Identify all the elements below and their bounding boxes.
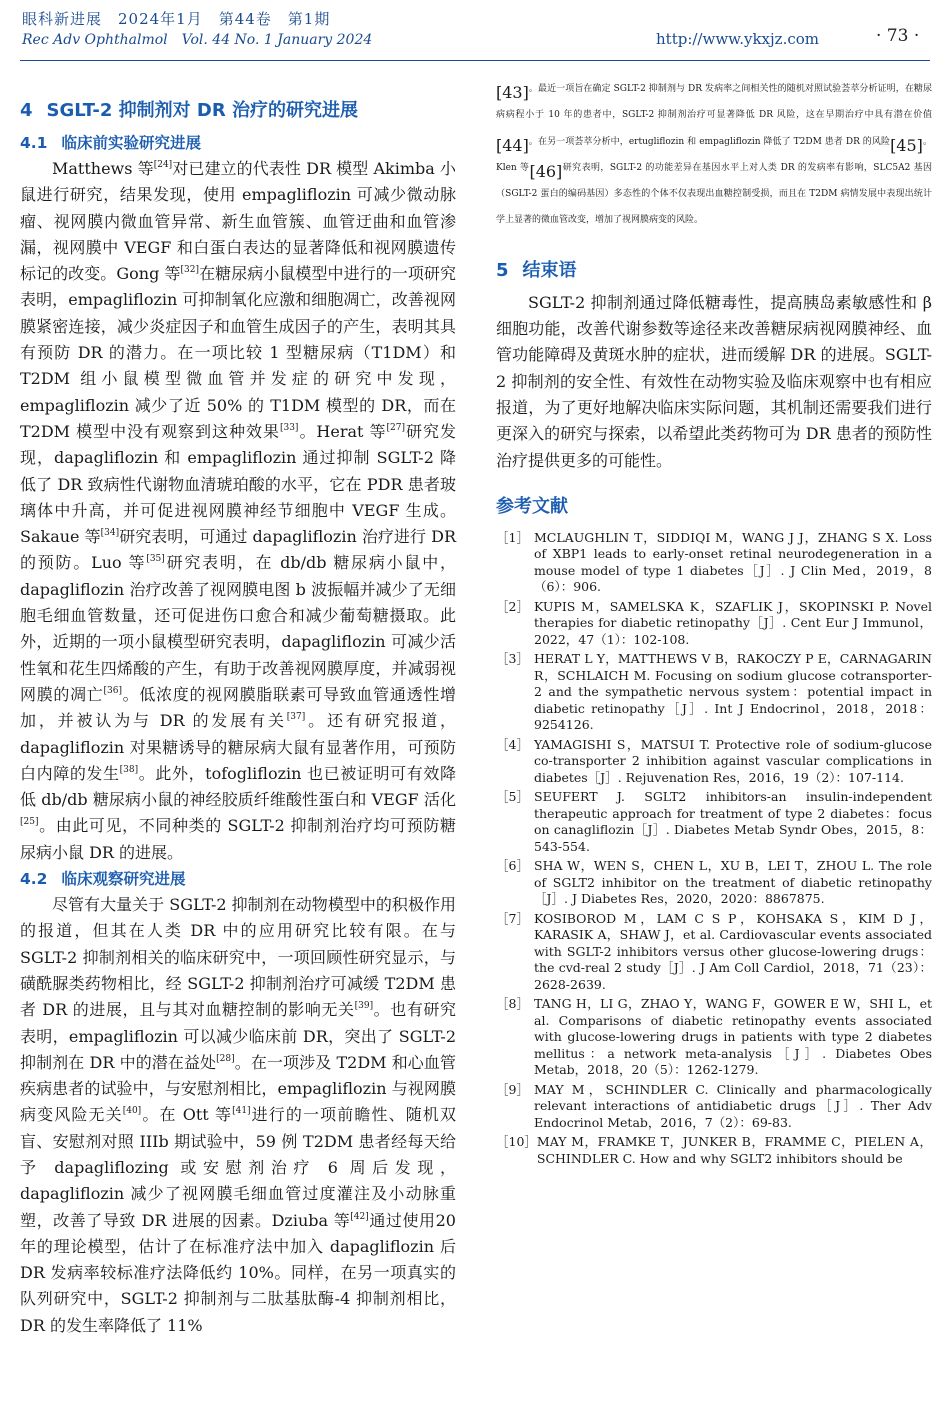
text-run: 尽管有大量关于 SGLT-2 抑制剂在动物模型中的积极作用的报道，但其在人类 DR 中的应用研究比较有限。在与 SGLT-2 抑制剂相关的临床研究中，一项回顾性研究显示，与磺酰脲类药物相比，经 SGLT-2 抑制剂治疗可减缓 T2DM 患者 DR 的进展，且与其对血糖控制的影响无关 <box>20 895 456 1020</box>
citation: [35] <box>146 554 165 565</box>
text-run: [43] <box>496 83 529 102</box>
reference-text: MCLAUGHLIN T，SIDDIQI M，WANG J J，ZHANG S X. Loss of XBP1 leads to early-onset retinal neurodegeneration in a mouse model of type 1 diabetes［J］. J Clin Med，2019，8（6）：906. <box>534 529 932 595</box>
section-4-heading <box>20 96 456 122</box>
section-4-2-paragraph <box>20 892 456 1339</box>
reference-text: TANG H，LI G，ZHAO Y，WANG F，GOWER E W，SHI L，et al. Comparisons of diabetic retinopathy events associated with glucose-lowering drugs in patients with type 2 diabetes mellitus：a network meta-analysis［J］. Diabetes Obes Metab，2018，20（5）：1262-1279. <box>534 996 932 1078</box>
citation: [37] <box>286 712 306 723</box>
citation: 。最近一项旨在确定 SGLT-2 抑制剂与 DR 发病率之间相关性的随机对照试验荟萃分析证明，在糖尿病病程小于 10 年的患者中，SGLT-2 抑制剂治疗可显著降低 DR 风险，这在早期治疗中具有潜在价值 <box>496 84 932 121</box>
reference-text: SEUFERT J. SGLT2 inhibitors-an insulin-independent therapeutic approach for treatment of type 2 diabetes：focus on canagliflozin［J］. Diabetes Metab Syndr Obes，2015，8：543-554. <box>534 789 932 854</box>
section-4-2-paragraph-continued <box>496 80 932 238</box>
reference-item <box>496 789 932 855</box>
text-run: 。由此可见，不同种类的 SGLT-2 抑制剂治疗均可预防糖尿病小鼠 DR 的进展。 <box>20 816 456 862</box>
reference-number: ［8］ <box>496 996 529 1012</box>
text-run: 。在一项涉及 T2DM 和心血管疾病患者的试验中，与安慰剂相比，empagliflozin 与视网膜病变风险无关 <box>20 1052 456 1125</box>
reference-number: ［9］ <box>496 1081 529 1097</box>
section-4-1-heading <box>20 130 456 156</box>
citation: [40] <box>122 1106 142 1117</box>
section-4-2-heading <box>20 866 456 892</box>
reference-number: ［5］ <box>496 789 529 805</box>
text-run: 。Herat 等 <box>298 421 387 441</box>
text-run: 研究表明，可通过 dapagliflozin 治疗进行 DR 的预防。Luo 等 <box>20 527 456 573</box>
citation: [36] <box>103 685 122 696</box>
text-run: 。此外，tofogliflozin 也已被证明可有效降低 db/db 糖尿病小鼠的神经胶质纤维酸性蛋白和 VEGF 活化 <box>20 763 456 810</box>
reference-item <box>496 651 932 734</box>
citation: [42] <box>350 1211 369 1222</box>
reference-text: MAY M，SCHINDLER C. Clinically and pharmacologically relevant interactions of antidiabetic drugs［J］. Ther Adv Endocrinol Metab，2016，7（2）：69-83. <box>534 1081 932 1130</box>
citation: [41] <box>232 1106 251 1117</box>
text-run: 。也有研究表明，empagliflozin 可以减少临床前 DR，突出了 SGLT-2 抑制剂在 DR 中的潜在益处 <box>20 1000 456 1072</box>
section-4-1-title: 临床前实验研究进展 <box>61 134 201 152</box>
right-column <box>496 80 932 1170</box>
citation: 研究表明，SGLT-2 的功能差异在基因水平上对人类 DR 的发病率有影响，SLC5A2 基因（SGLT-2 蛋白的编码基因）多态性的个体不仅表现出血糖控制受损，而且在 T2DM 病情发展中表现出统计学上显著的微血管改变，增加了视网膜病变的风险。 <box>496 162 933 226</box>
section-5-title: 结束语 <box>522 259 577 281</box>
text-run: 研究表明，在 db/db 糖尿病小鼠中，dapagliflozin 治疗改善了视网膜电图 b 波振幅并减少了无细胞毛细血管数量，还可促进伤口愈合和减少葡萄糖摄取。此外，近期的一项小鼠模型研究表明，dapagliflozin 可减少活性氧和花生四烯酸的产生，有助于改善视网膜厚度，并减弱视网膜的凋亡 <box>20 553 456 704</box>
reference-number: ［7］ <box>496 910 529 926</box>
reference-number: ［3］ <box>496 651 529 667</box>
conclusion-paragraph: SGLT-2 抑制剂通过降低糖毒性，提高胰岛素敏感性和 β 细胞功能，改善代谢参数等途径来改善糖尿病视网膜神经、血管功能障碍及黄斑水肿的症状，进而缓解 DR 的进展。SGLT-2 抑制剂的安全性、有效性在动物实验及临床观察中也有相应报道，为了更好地解决临床实际问题，其机制还需要我们进行更深入的研究与探索，以希望此类药物可为 DR 患者的预防性治疗提供更多的可能性。 <box>496 292 932 470</box>
reference-text: YAMAGISHI S，MATSUI T. Protective role of sodium-glucose co-transporter 2 inhibition against vascular complications in diabetes［J］. Rejuvenation Res，2016，19（2）：107-114. <box>534 736 932 785</box>
section-4-1-number: 4.1 <box>20 134 48 152</box>
journal-title-cn: 眼科新进展 2024年1月 第44卷 第1期 <box>22 10 331 28</box>
reference-item <box>496 996 932 1079</box>
reference-item <box>496 858 932 908</box>
reference-item <box>496 911 932 994</box>
reference-number: ［6］ <box>496 858 529 874</box>
reference-item <box>496 599 932 649</box>
citation: 。Klen 等 <box>496 136 932 173</box>
section-4-title: SGLT-2 抑制剂对 DR 治疗的研究进展 <box>46 100 358 121</box>
reference-number: ［2］ <box>496 598 529 614</box>
text-run: [45] <box>890 135 923 155</box>
page-number: · 73 · <box>876 26 920 46</box>
section-4-2-title: 临床观察研究进展 <box>61 870 186 889</box>
text-run: [46] <box>529 161 563 181</box>
citation: [25] <box>20 817 39 828</box>
reference-text: HERAT L Y，MATTHEWS V B，RAKOCZY P E，CARNAGARIN R，SCHLAICH M. Focusing on sodium glucose cotransporter-2 and the sympathetic nervous system：potential impact in diabetic retinopathy［J］. Int J Endocrinol，2018，2018：9254126. <box>534 651 932 733</box>
citation: [28] <box>216 1053 235 1064</box>
text-run: 在糖尿病小鼠模型中进行的一项研究表明，empagliflozin 可抑制氧化应激和细胞凋亡，改善视网膜紧密连接，减少炎症因子和血管生成因子的产生，表明其具有预防 DR 的潜力。在一项比较 1 型糖尿病（T1DM）和 T2DM 组小鼠模型微血管并发症的研究中发现，empagliflozin 减少了近 50% 的 T1DM 模型的 DR，而在 T2DM 模型中没有观察到这种效果 <box>20 264 456 441</box>
text-run: 。在 Ott 等 <box>141 1105 233 1125</box>
text-run: 。低浓度的视网膜脂联素可导致血管通透性增加，并被认为与 DR 的发展有关 <box>20 684 456 731</box>
reference-text: SHA W，WEN S，CHEN L，XU B，LEI T，ZHOU L. The role of SGLT2 inhibitor on the treatment of diabetic retinopathy［J］. J Diabetes Res，2020，2020：8867875. <box>534 858 932 907</box>
running-header <box>20 8 930 64</box>
section-4-2-number: 4.2 <box>20 870 48 889</box>
reference-number: ［4］ <box>496 736 529 752</box>
reference-item <box>496 1134 932 1167</box>
text-run: 通过使用20 年的理论模型，估计了在标准疗法中加入 dapagliflozin 后 DR 发病率较标准疗法降低约 10%。同样，在另一项真实的队列研究中，SGLT-2 抑制剂与二肽基肽酶-4 抑制剂相比，DR 的发生率降低了 11% <box>20 1210 456 1335</box>
text-run: Matthews 等 <box>52 159 154 178</box>
citation: [24] <box>153 160 173 170</box>
citation: [32] <box>180 265 200 276</box>
citation: [34] <box>100 528 120 539</box>
reference-number: ［1］ <box>496 529 529 545</box>
section-5-heading <box>496 256 932 282</box>
section-4-1-paragraph <box>20 156 456 866</box>
citation: [33] <box>279 422 299 433</box>
reference-item <box>496 1082 932 1132</box>
reference-item <box>496 530 932 596</box>
section-4-number: 4 <box>20 100 33 121</box>
header-rule <box>20 60 930 61</box>
journal-title-en: Rec Adv Ophthalmol Vol. 44 No. 1 January 2024 <box>22 32 373 48</box>
reference-text: KUPIS M，SAMELSKA K，SZAFLIK J，SKOPINSKI P. Novel therapies for diabetic retinopathy［J］. Cent Eur J Immunol，2022，47（1）：102-108. <box>534 598 932 647</box>
reference-list <box>496 530 932 1168</box>
text-run: 。还有研究报道，dapagliflozin 对果糖诱导的糖尿病大鼠有显著作用，可预防白内障的发生 <box>20 711 456 783</box>
text-run: 进行的一项前瞻性、随机双盲、安慰剂对照 IIIb 期试验中，59 例 T2DM 患者经每天给予 dapagliflozing 或安慰剂治疗 6 周后发现，dapagliflozin 减少了视网膜毛细血管过度灌注及小动脉重塑，改善了导致 DR 进展的因素。Dziuba 等 <box>20 1105 456 1230</box>
reference-number: ［10］ <box>496 1134 537 1150</box>
references-heading: 参考文献 <box>496 495 568 517</box>
journal-url[interactable]: http://www.ykxjz.com <box>656 30 819 48</box>
reference-item <box>496 737 932 787</box>
citation: 。在另一项荟萃分析中，ertugliflozin 和 empagliflozin 降低了 T2DM 患者 DR 的风险 <box>528 136 891 147</box>
citation: [38] <box>119 764 139 775</box>
text-run: 研究发现，dapagliflozin 和 empagliflozin 通过抑制 SGLT-2 降低了 DR 致病性代谢物血清琥珀酸的水平，它在 PDR 患者玻璃体中升高，并可促进视网膜神经节细胞中 VEGF 生成。Sakaue 等 <box>20 421 456 547</box>
text-run: [44] <box>496 135 529 155</box>
citation: [27] <box>386 422 406 433</box>
citation: [39] <box>354 1001 374 1012</box>
reference-text: MAY M，FRAMKE T，JUNKER B，FRAMME C，PIELEN A，SCHINDLER C. How and why SGLT2 inhibitors should be <box>536 1134 932 1166</box>
text-run: 对已建立的代表性 DR 模型 Akimba 小鼠进行研究，结果发现，使用 empagliflozin 可减少微动脉瘤、视网膜内微血管异常、新生血管簇、血管迂曲和血管渗漏，视网膜中 VEGF 和白蛋白表达的显著降低和视网膜遗传标记的改变。Gong 等 <box>20 159 456 284</box>
reference-text: KOSIBOROD M，LAM C S P，KOHSAKA S，KIM D J，KARASIK A，SHAW J，et al. Cardiovascular events associated with SGLT-2 inhibitors versus other glucose-lowering drugs：the cvd-real 2 study［J］. J Am Coll Cardiol，2018，71（23）：2628-2639. <box>534 910 932 992</box>
left-column <box>20 80 456 1339</box>
section-5-number: 5 <box>496 259 509 281</box>
